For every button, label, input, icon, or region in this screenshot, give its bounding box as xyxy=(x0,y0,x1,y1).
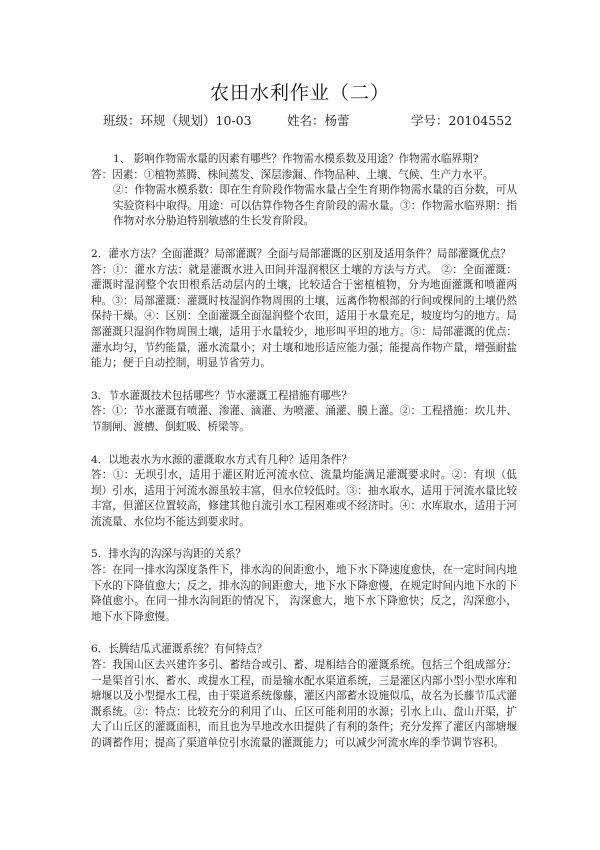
question-text: 5．排水沟的沟深与沟距的关系？ xyxy=(91,548,247,561)
question-text: 2．灌水方法？全面灌溉？局部灌溉？全面与局部灌溉的区别及适用条件？局部灌溉优点？ xyxy=(91,247,511,260)
class-field: 班级：环规（规划）10-03 xyxy=(103,113,252,128)
question-text: 1、 影响作物需水量的因素有哪些？作物需水模系数及用途？作物需水临界期? xyxy=(113,153,479,165)
question-text: 6．长腾结瓜式灌溉系统？有何特点？ xyxy=(91,643,268,656)
answer-text: 答：在同一排水沟深度条件下，排水沟的间距愈小，地下水下降速度愈快，在一定时间内地下水的下降值愈大；反之，排水沟的间距愈大，地下水下降愈慢，在规定时间内地下水的下降值愈小。在同一排水沟间距的情况下， 沟深愈大，地下水下降愈快；反之，沟深愈小，地下水下降愈慢。 xyxy=(91,564,517,623)
student-info-line xyxy=(0,111,600,129)
question-block-4 xyxy=(91,453,517,531)
question-block-1 xyxy=(91,152,517,230)
student-id-field: 学号：20104552 xyxy=(411,113,513,128)
question-block-3 xyxy=(91,389,517,436)
document-title: 农田水利作业（二） xyxy=(209,82,390,104)
question-block-2 xyxy=(91,247,517,372)
answer-text-continued: ②：作物需水模系数：即在生育阶段作物需水量占全生育期作物需水量的百分数，可从实验资料中取得。用途：可以估算作物各生育阶段的需水量。③：作物需水临界期：指作物对水分胁迫特别敏感的生长发育阶段。 xyxy=(113,184,517,228)
question-block-5 xyxy=(91,547,517,625)
question-text: 3．节水灌溉技术包括哪些？节水灌溉工程措施有哪些？ xyxy=(91,389,352,402)
answer-text: 答：我国山区去兴建许多引、蓄结合或引、蓄、堤相结合的灌溉系统。包括三个组成部分：一是渠首引水、蓄水、或提水工程，而是输水配水渠道系统，三是灌区内部小型小型水库和塘堰以及小型提水工程，由于渠道系统像藤，灌区内部蓄水设施似瓜，故名为长藤节瓜式灌溉系统。②：特点：比较充分的利用了山、丘区可能利用的水源；引水上山、盘山开渠，扩大了山丘区的灌溉面积，而且也为旱地改水田提供了有利的条件；充分发挥了灌区内部塘堰的调蓄作用；提高了渠道单位引水流量的灌溉能力；可以减少河流水库的季节调节容积。 xyxy=(91,659,517,749)
answer-text: 答：①：灌水方法：就是灌溉水进入田间并湿润根区土壤的方法与方式。 ②：全面灌溉：灌溉时湿润整个农田根系活动层内的土壤，比较适合于密植植物，分为地面灌溉和喷灌两种。③：局部灌溉：灌溉时枝湿润作物周围的土壤，远离作物根部的行间或棵间的土壤仍然保持干燥。④：区别：全面灌溉全面湿润整个农田，适用于水量充足，坡度均匀的地方。局部灌溉只湿润作物周围土壤，适用于水量较少，地形叫平坦的地方。⑤：局部灌溉的优点：灌水均匀，节约能量，灌水流量小；对土壤和地形适应能力强；能提高作物产量，增强耐盐能力；便于自动控制，明显节省劳力。 xyxy=(91,263,517,370)
question-block-6 xyxy=(91,642,517,751)
answer-text: 答：①：节水灌溉有喷灌、渗灌、滴灌、为喷灌、涌灌、膜上灌。②：工程措施：坎儿井、节制闸、渡槽、倒虹吸、桥梁等。 xyxy=(91,405,517,433)
answer-text: 答：因素：①植物蒸腾、株间蒸发、深层渗漏、作物品种、土壤、气候、生产力水平。 xyxy=(91,168,494,181)
name-field: 姓名：杨蕾 xyxy=(287,113,350,128)
question-text: 4．以地表水为水源的灌溉取水方式有几种？适用条件？ xyxy=(91,453,352,466)
answer-text: 答：①：无坝引水，适用于灌区附近河流水位、流量均能满足灌溉要求时。②：有坝（低坝）引水，适用于河流水源虽较丰富，但水位较低时。③：抽水取水，适用于河流水量比较丰富，但灌区位置较高，修建其他自流引水工程困难或不经济时。④：水库取水，适用于河流流量、水位均不能达到要求时。 xyxy=(91,469,517,528)
questions-body xyxy=(91,152,517,752)
